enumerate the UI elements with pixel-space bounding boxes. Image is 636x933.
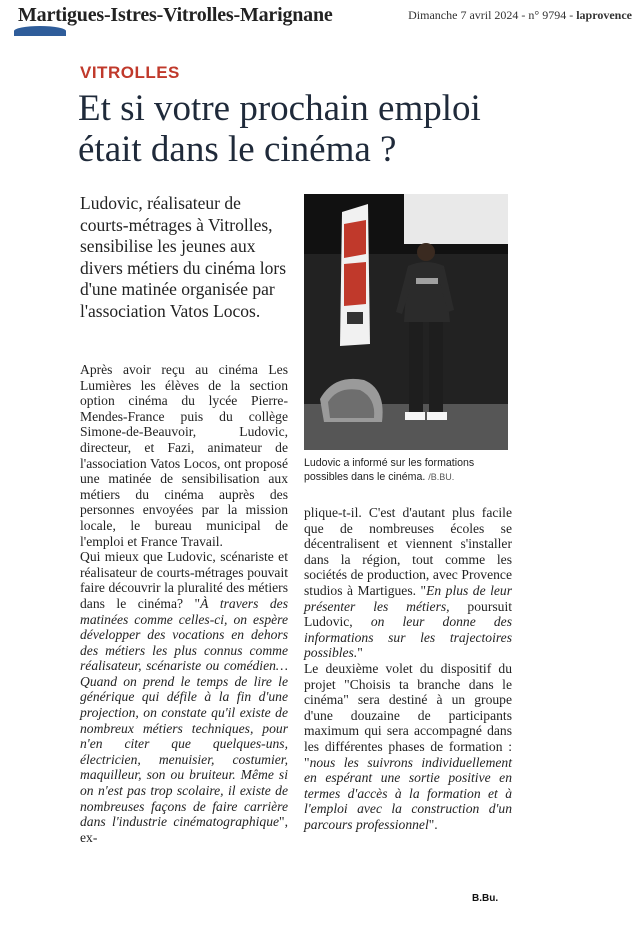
paragraph xyxy=(304,661,512,833)
masthead-place: Martigues-Istres-Vitrolles-Marignane xyxy=(18,4,333,26)
text-run: plique-t-il. C'est d'autant plus facile que de nombreuses écoles se décentralisent et viennent s'installer dans la région, tout comme les sociétés de production, avec Provence studios à Martigues. " xyxy=(304,505,512,598)
article-headline: Et si votre prochain emploi était dans le cinéma ? xyxy=(78,88,481,170)
masthead-date: Dimanche 7 avril 2024 - n° 9794 - xyxy=(408,8,577,22)
article-chapo: Ludovic, réalisateur de courts-métrages à Vitrolles, sensibilise les jeunes aux divers métiers du cinéma lors d'une matinée organisée par l'association Vatos Locos. xyxy=(80,193,287,321)
text-run: ". xyxy=(428,816,438,832)
article-signature: B.Bu. xyxy=(472,893,499,904)
caption-text: Ludovic a informé sur les formations possibles dans le cinéma. xyxy=(304,457,475,483)
text-run: poursuit Ludovic, xyxy=(304,598,512,630)
text-run: Qui mieux que Ludovic, scénariste et réalisateur de courts-métrages pouvait faire découvrir la pluralité des métiers dans le cinéma? " xyxy=(80,549,288,611)
article-photo xyxy=(304,194,508,450)
article-kicker: VITROLLES xyxy=(80,63,180,82)
quote: En plus de leur présenter les métiers, xyxy=(304,582,512,614)
photo-illustration xyxy=(304,194,508,450)
text-run: ", ex- xyxy=(80,814,288,845)
paragraph xyxy=(80,549,288,845)
quote: on leur donne des informations sur les trajectoires possibles. xyxy=(304,614,513,661)
paragraph: Après avoir reçu au cinéma Les Lumières les élèves de la section option cinéma du lycée Pierre-Mendes-France puis du collège Simone-de-Beauvoir, Ludovic, directeur, et Fazi, animateur de l'association Vatos Locos, ont proposé une matinée de sensibilisation aux métiers du cinéma auprès des personnes envoyées par la mission locale, le bureau municipal de l'emploi et France Travail. xyxy=(80,362,288,549)
paragraph xyxy=(304,505,512,661)
text-run: Le deuxième volet du dispositif du projet "Choisis ta branche dans le cinéma" sera destiné à un groupe d'une douzaine de participants maximum qui sera accompagné dans les différentes phases de formation : " xyxy=(304,660,512,770)
photo-caption xyxy=(304,456,514,484)
text-run: " xyxy=(357,645,363,661)
masthead-dateline xyxy=(408,8,632,23)
article-column-1 xyxy=(80,362,288,845)
caption-credit: /B.BU. xyxy=(428,472,455,482)
masthead xyxy=(0,0,636,34)
article-column-2 xyxy=(304,505,512,832)
masthead-logo-shape xyxy=(14,26,66,36)
quote: nous les suivrons individuellement en espérant une sortie positive en termes d'accès à la formation et à l'emploi avec la construction d'un parcours professionnel xyxy=(304,754,512,832)
quote: À travers des matinées comme celles-ci, on espère développer des vocations en dehors des métiers les plus connus comme réalisateur, scénariste ou comédien… Quand on prend le temps de lire le générique qui défile à la fin d'une projection, on constate qu'il existe de nombreux métiers techniques, pour n'en citer que quelques-uns, électricien, menuisier, costumier, maquilleur, son ou bruiteur. Même si on n'est pas trop scolaire, il existe de nombreuses façons de faire carrière dans l'industrie cinématographique xyxy=(80,595,288,830)
masthead-paper: laprovence xyxy=(576,8,632,22)
